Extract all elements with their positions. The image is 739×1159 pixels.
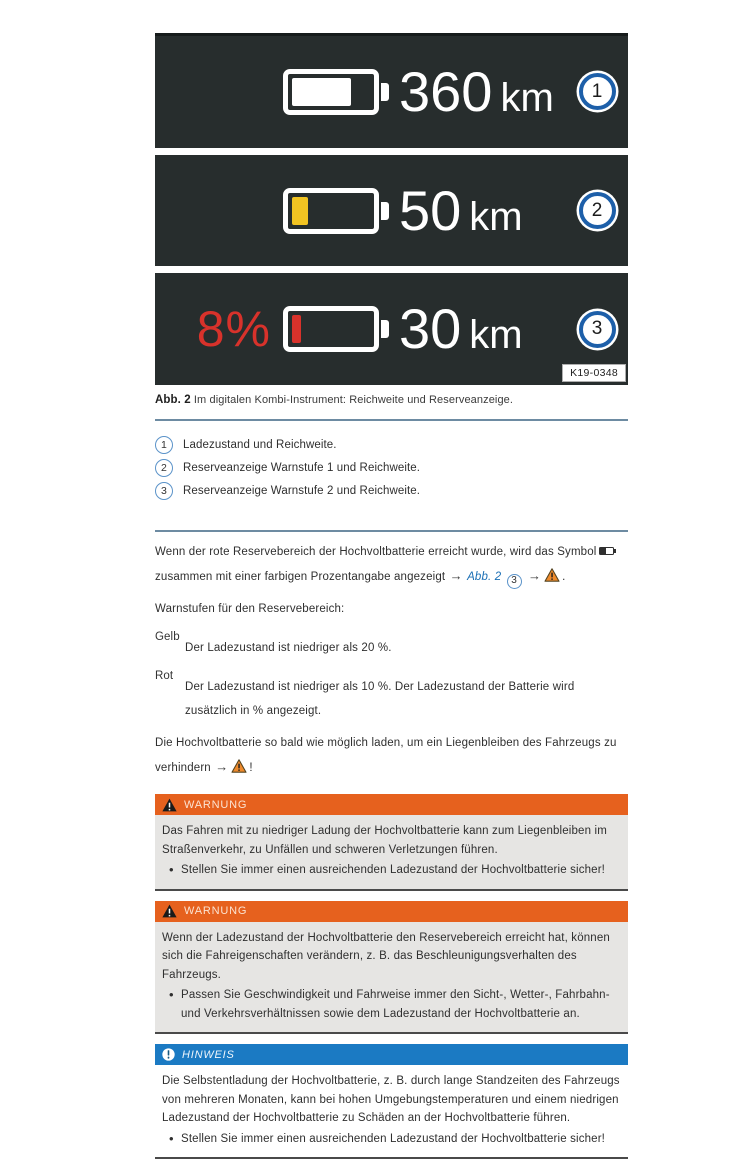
legend-item-3: [155, 482, 628, 500]
callout-circle-1: 1: [579, 73, 616, 110]
warning-box-header: [155, 794, 628, 815]
warning-triangle-icon: [544, 568, 560, 582]
legend-number-circle: 1: [155, 436, 173, 454]
notice-box: [155, 1044, 628, 1159]
range-row-warnstufe-1: [155, 155, 628, 267]
range-row-full: [155, 36, 628, 148]
range-readout: 360 km: [399, 59, 554, 123]
battery-icon: [283, 69, 389, 115]
battery-symbol-icon: [599, 547, 614, 555]
legend-label: Reserveanzeige Warnstufe 1 und Reichweite.: [183, 462, 421, 474]
figure-caption-label: Abb. 2: [155, 394, 191, 406]
warning-box-1: [155, 794, 628, 891]
legend-number-circle: 2: [155, 459, 173, 477]
warning-bullet: • Stellen Sie immer einen ausreichenden Ladezustand der Hochvoltbatterie sicher!: [162, 861, 621, 880]
battery-icon: [283, 188, 389, 234]
legend-item-1: [155, 436, 628, 454]
figure-legend: [155, 421, 628, 517]
notice-box-body: Die Selbstentladung der Hochvoltbatterie, z. B. durch lange Standzeiten des Fahrzeugs von mehreren Monaten, kann bei hohen Umgebungstemperaturen und einem niedrigen Ladezustand der Hochvoltbatterie zu Schäden an der Hochvoltbatterie führen. • Stellen Sie immer einen ausreichenden Ladezustand der Hochvoltbatterie sicher!: [155, 1065, 628, 1157]
level-description: Der Ladezustand ist niedriger als 10 %. Der Ladezustand der Batterie wird zusätzlich in % angezeigt.: [185, 681, 575, 717]
figure-separator: [155, 266, 628, 273]
warning-triangle-icon: [231, 759, 247, 773]
level-rot: [155, 670, 628, 723]
warning-box-header: [155, 901, 628, 922]
legend-label: Ladezustand und Reichweite.: [183, 439, 337, 451]
warning-box-title: WARNUNG: [184, 798, 248, 811]
figure-caption: [155, 394, 628, 406]
divider: [155, 530, 628, 532]
warnstufen-heading: Warnstufen für den Reservebereich:: [155, 603, 345, 615]
level-color-label: Gelb: [155, 631, 180, 643]
level-description: Der Ladezustand ist niedriger als 20 %.: [185, 642, 392, 654]
intro-paragraph: Wenn der rote Reservebereich der Hochvoltbatterie erreicht wurde, wird das Symbol zusammen mit einer farbigen Prozentangabe angezeigt → Abb. 2 3 → .: [155, 540, 628, 589]
warning-box-body: Das Fahren mit zu niedriger Ladung der Hochvoltbatterie kann zum Liegenbleiben im Straßenverkehr, zu Unfällen und schweren Verletzungen führen. • Stellen Sie immer einen ausreichenden Ladezustand der Hochvoltbatterie sicher!: [155, 815, 628, 889]
figure-separator: [155, 148, 628, 155]
callout-circle-3: 3: [579, 311, 616, 348]
callout-circle-2: 2: [579, 192, 616, 229]
figure-link[interactable]: Abb. 2: [467, 571, 502, 583]
level-gelb: [155, 631, 628, 660]
legend-label: Reserveanzeige Warnstufe 2 und Reichweite.: [183, 485, 421, 497]
warning-bullet: • Passen Sie Geschwindigkeit und Fahrweise immer den Sicht-, Wetter-, Fahrbahn- und Verkehrsverhältnissen sowie dem Ladezustand der Hochvoltbatterie an.: [162, 986, 621, 1023]
notice-box-title: HINWEIS: [182, 1048, 235, 1061]
warning-levels: [155, 631, 628, 723]
warning-box-2: [155, 901, 628, 1035]
instrument-cluster-figure: [155, 33, 628, 385]
warning-box-body: Wenn der Ladezustand der Hochvoltbatterie den Reservebereich erreicht hat, können sich die Fahreigenschaften verändern, z. B. das Beschleunigungsverhalten des Fahrzeugs. • Passen Sie Geschwindigkeit und Fahrweise immer den Sicht-, Wetter-, Fahrbahn- und Verkehrsverhältnissen sowie dem Ladezustand der Hochvoltbatterie an.: [155, 922, 628, 1033]
charge-note-paragraph: Die Hochvoltbatterie so bald wie möglich laden, um ein Liegenbleiben des Fahrzeugs zu verhindern → !: [155, 737, 617, 774]
manual-page-content: [155, 33, 628, 1159]
warning-box-title: WARNUNG: [184, 905, 248, 917]
reference-arrow: →: [449, 568, 463, 583]
notice-bullet: • Stellen Sie immer einen ausreichenden Ladezustand der Hochvoltbatterie sicher!: [162, 1130, 621, 1149]
charge-percent-label: 8%: [196, 301, 271, 358]
legend-number-circle: 3: [155, 482, 173, 500]
warning-triangle-icon: [162, 798, 177, 812]
battery-icon: [283, 306, 389, 352]
range-row-warnstufe-2: [155, 273, 628, 385]
info-circle-icon: [162, 1048, 175, 1061]
notice-box-header: [155, 1044, 628, 1065]
warning-triangle-icon: [162, 904, 177, 918]
range-readout: 30 km: [399, 297, 523, 361]
reference-arrow: →: [215, 759, 229, 774]
range-readout: 50 km: [399, 178, 523, 242]
reference-arrow: →: [527, 568, 542, 583]
figure-reference-code: K19-0348: [562, 364, 626, 382]
level-color-label: Rot: [155, 670, 174, 682]
figure-caption-text: Im digitalen Kombi-Instrument: Reichweite und Reserveanzeige.: [193, 394, 514, 406]
legend-item-2: [155, 459, 628, 477]
callout-reference-3: 3: [507, 574, 522, 589]
